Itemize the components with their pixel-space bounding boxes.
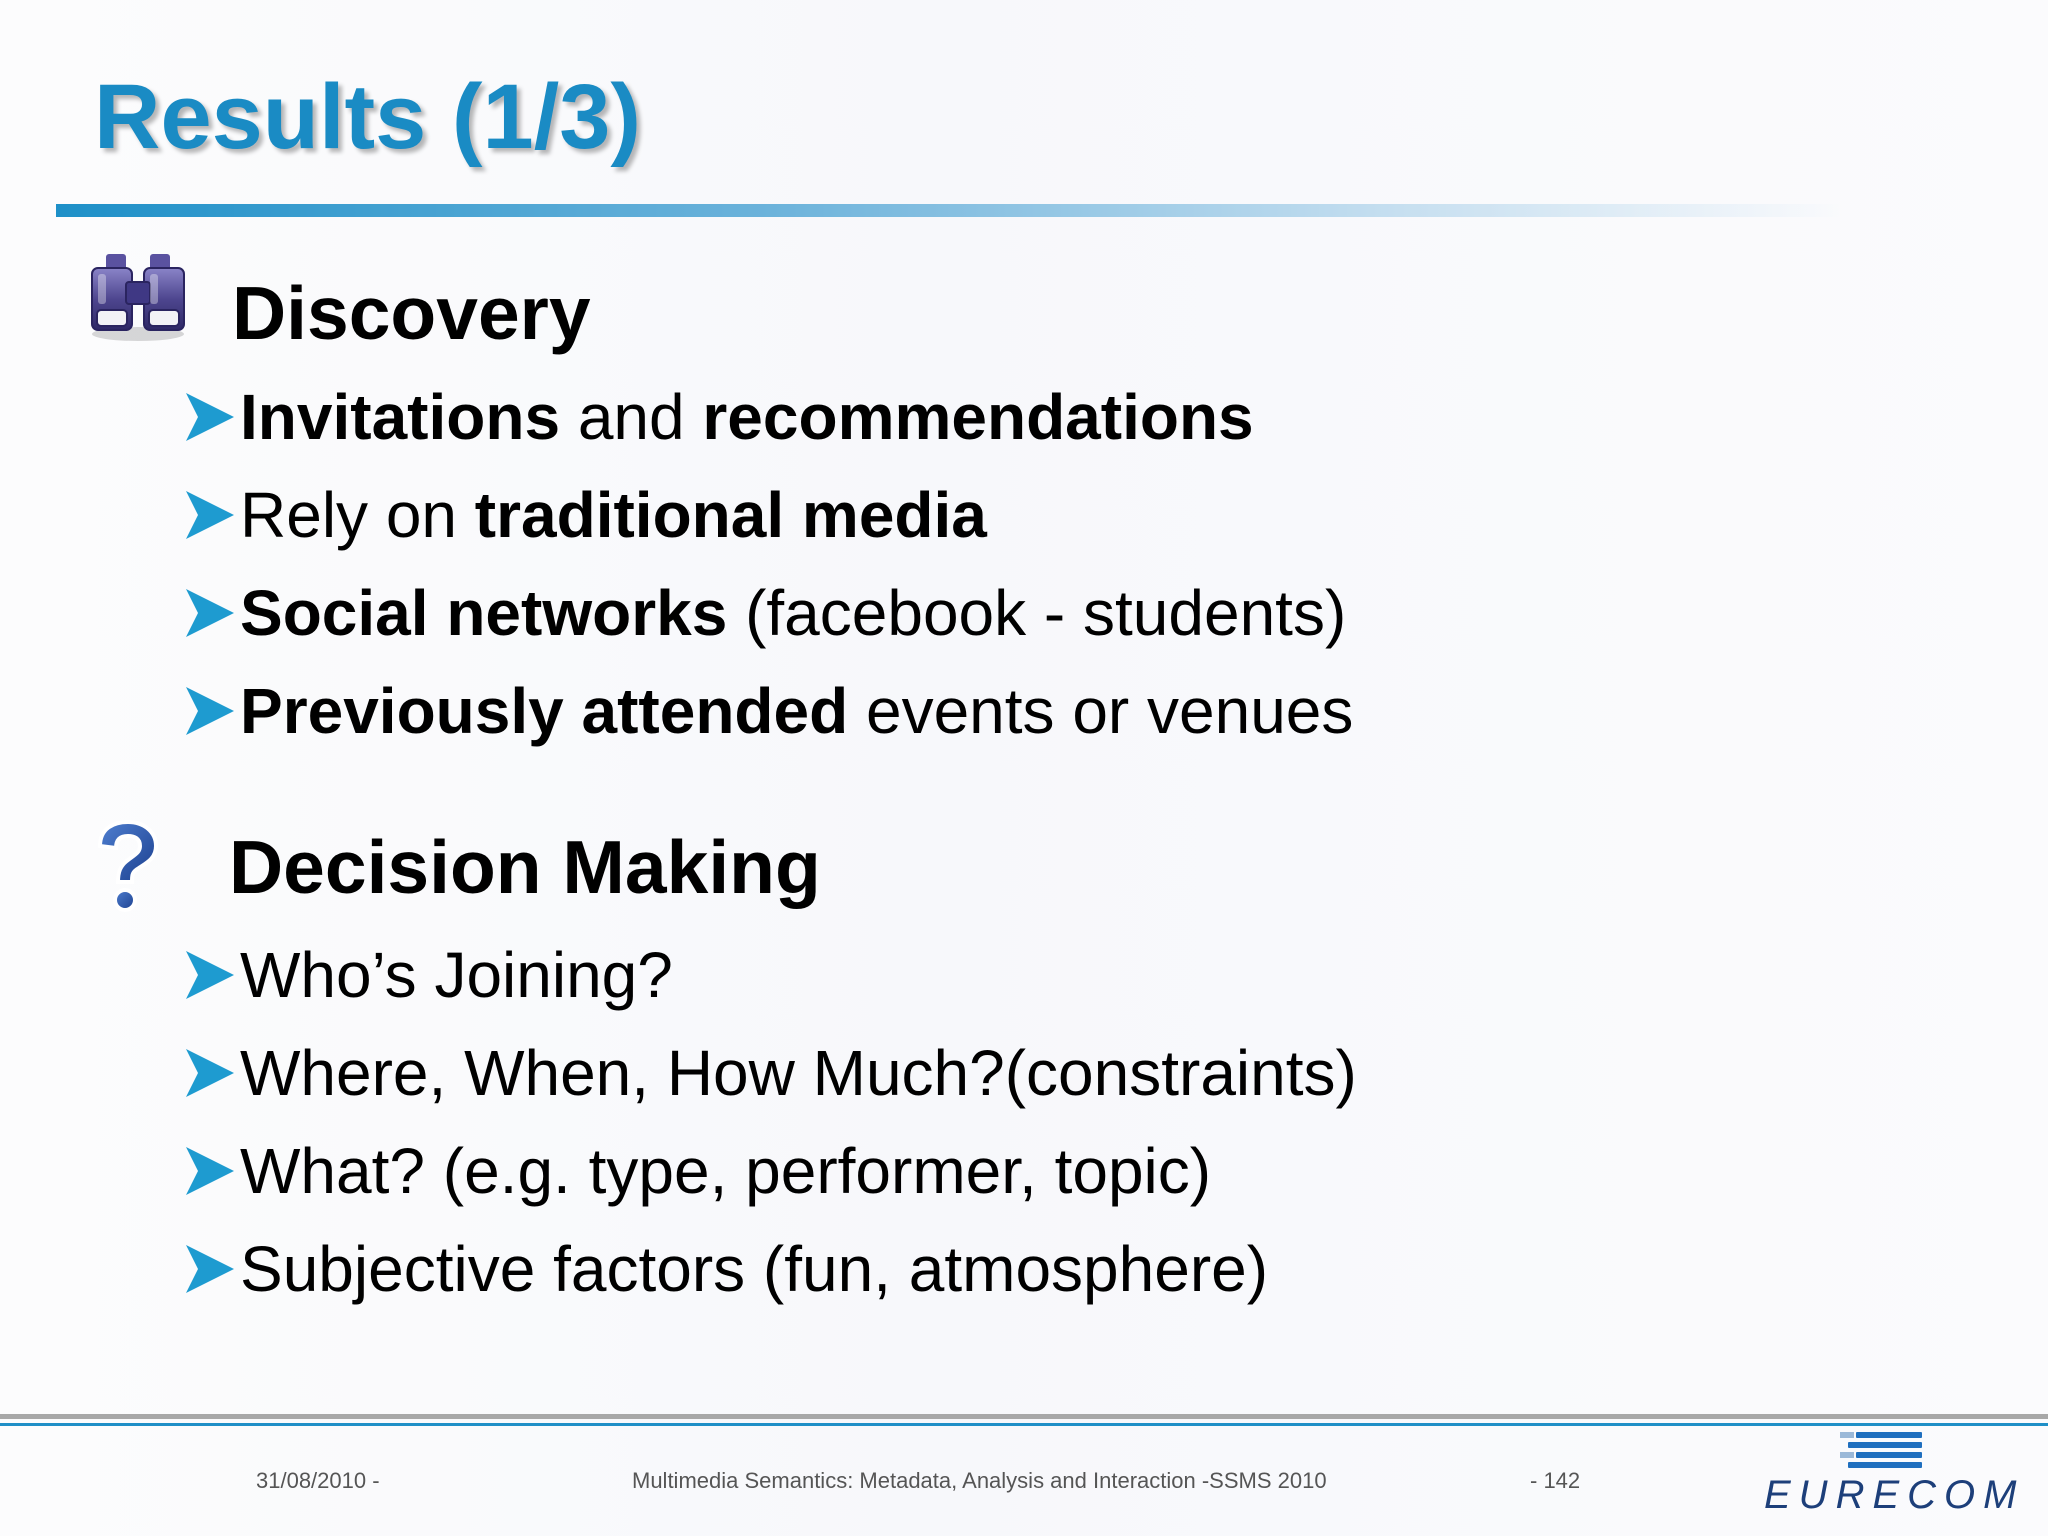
arrow-bullet-icon xyxy=(182,1139,240,1203)
section-heading-decision-making: Decision Making xyxy=(229,825,821,909)
footer-page-number: - 142 xyxy=(1530,1468,1581,1493)
arrow-bullet-icon xyxy=(182,943,240,1007)
arrow-bullet-icon xyxy=(182,1237,240,1301)
list-item: Social networks (facebook - students) xyxy=(182,568,1346,658)
arrow-bullet-icon xyxy=(182,581,240,645)
list-item: Invitations and recommendations xyxy=(182,372,1254,462)
footer-divider xyxy=(0,1414,2048,1419)
list-item: Subjective factors (fun, atmosphere) xyxy=(182,1224,1268,1314)
logo-stripes-icon xyxy=(1756,1428,2016,1472)
arrow-bullet-icon xyxy=(182,1041,240,1105)
footer-date: 31/08/2010 - xyxy=(256,1468,380,1493)
arrow-bullet-icon xyxy=(182,483,240,547)
title-underline xyxy=(56,204,1846,217)
list-item: Where, When, How Much?(constraints) xyxy=(182,1028,1357,1118)
list-item: What? (e.g. type, performer, topic) xyxy=(182,1126,1211,1216)
section-heading-discovery: Discovery xyxy=(232,271,591,355)
footer-event-title: Multimedia Semantics: Metadata, Analysis and Interaction -SSMS 2010 xyxy=(632,1468,1327,1493)
logo-wordmark: EURECOM xyxy=(1764,1473,2025,1517)
list-item: Rely on traditional media xyxy=(182,470,987,560)
binoculars-icon xyxy=(86,248,190,344)
arrow-bullet-icon xyxy=(182,679,240,743)
arrow-bullet-icon xyxy=(182,385,240,449)
question-mark-icon xyxy=(90,820,164,916)
slide-title: Results (1/3) xyxy=(94,66,642,168)
footer-accent-line xyxy=(0,1423,2048,1426)
list-item: Who’s Joining? xyxy=(182,930,673,1020)
eurecom-logo xyxy=(1756,1428,2025,1528)
list-item: Previously attended events or venues xyxy=(182,666,1353,756)
